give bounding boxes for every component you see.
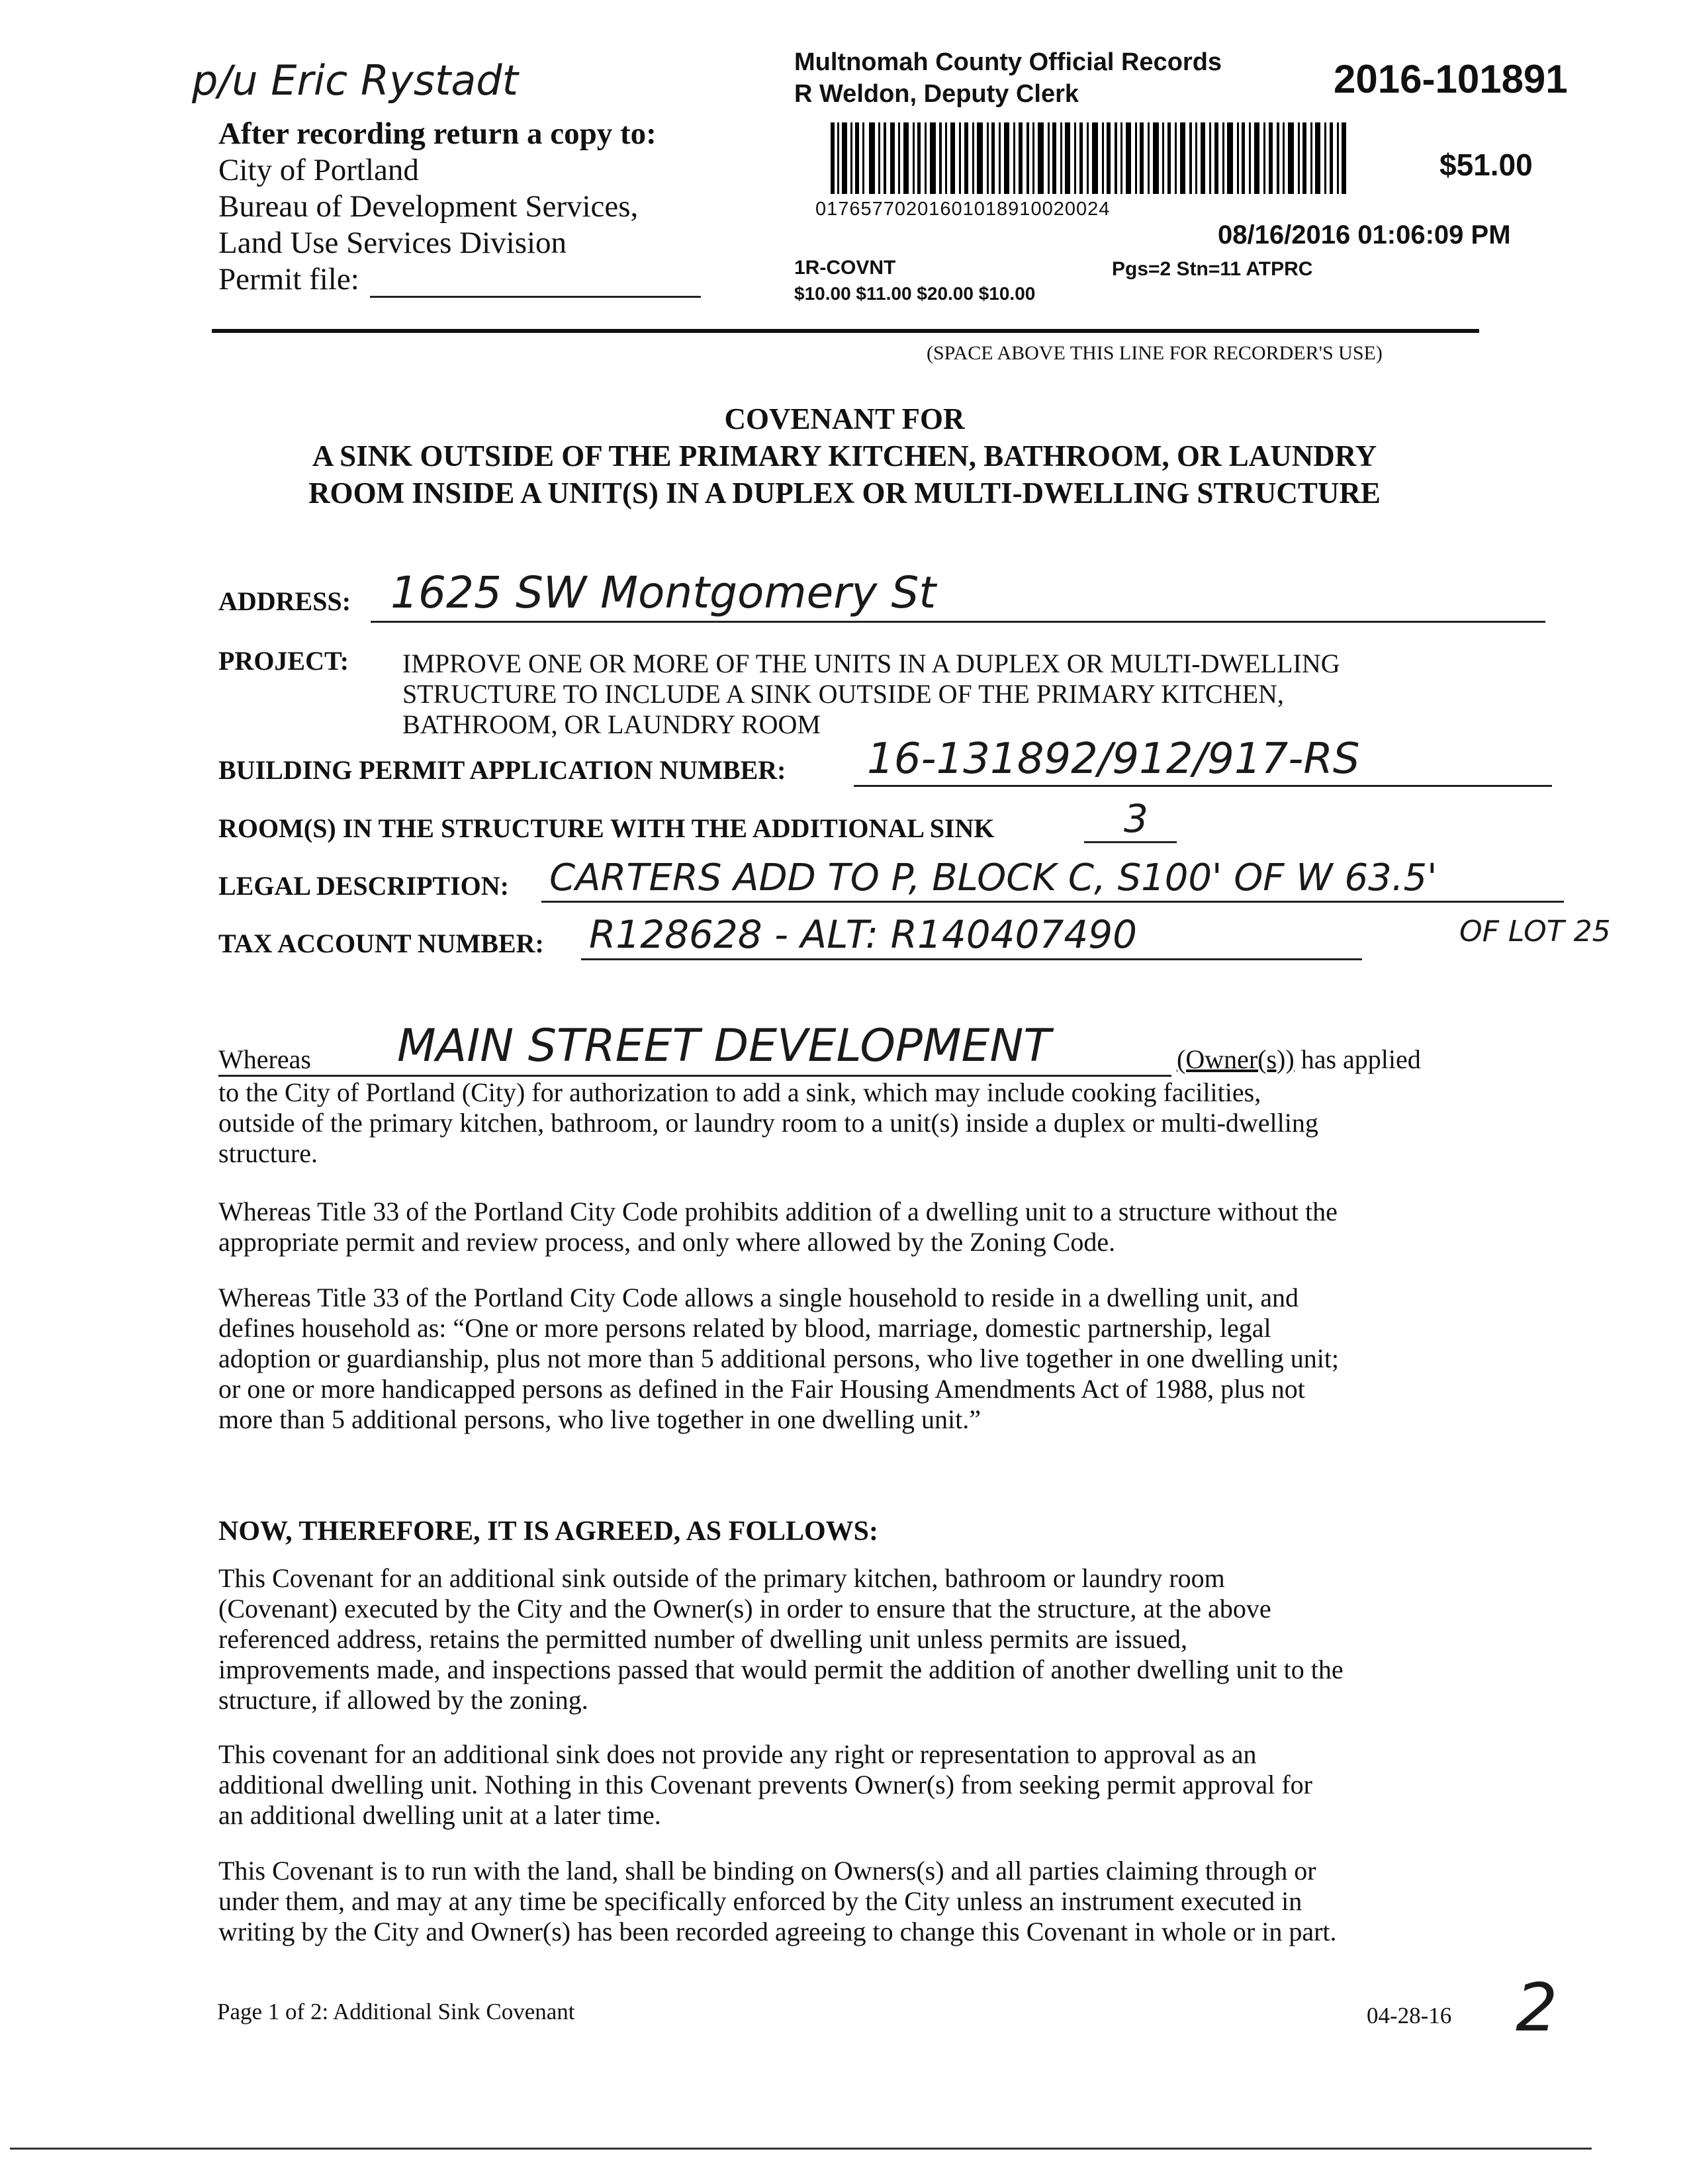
agreement-p3-line-2: under them, and may at any time be specifically enforced by the City unless an instrument executed in <box>218 1886 1302 1916</box>
owner-label: (Owner(s)) <box>1177 1044 1295 1074</box>
title-line-2: A SINK OUTSIDE OF THE PRIMARY KITCHEN, BATHROOM, OR LAUNDRY <box>312 439 1377 473</box>
whereas-1-line-3: outside of the primary kitchen, bathroom, or laundry room to a unit(s) inside a duplex or multi-dwelling <box>218 1108 1318 1138</box>
page-label: Page 1 of 2: Additional Sink Covenant <box>217 1999 575 2025</box>
agreement-p1-line-3: referenced address, retains the permitted number of dwelling unit unless permits are issued, <box>218 1624 1187 1654</box>
return-heading: After recording return a copy to: <box>218 116 657 151</box>
whereas-3-line-1: Whereas Title 33 of the Portland City Code allows a single household to reside in a dwelling unit, and <box>218 1283 1299 1312</box>
legal-description-continued: OF LOT 25 <box>1459 915 1611 948</box>
whereas-3-line-5: more than 5 additional persons, who live together in one dwelling unit.” <box>218 1404 981 1434</box>
whereas-1-body <box>218 1077 1318 1169</box>
rooms-field <box>1084 797 1177 843</box>
project-line-1: IMPROVE ONE OR MORE OF THE UNITS IN A DUPLEX OR MULTI-DWELLING <box>402 649 1340 678</box>
project-description <box>402 649 1340 740</box>
permit-number-value: 16-131892/912/917-RS <box>867 735 1360 784</box>
whereas-3-line-4: or one or more handicapped persons as defined in the Fair Housing Amendments Act of 1988, plus not <box>218 1374 1305 1404</box>
legal-description-label: LEGAL DESCRIPTION: <box>218 871 509 901</box>
rooms-value: 3 <box>1124 796 1148 841</box>
recording-pages-info: Pgs=2 Stn=11 ATPRC <box>1112 258 1313 280</box>
tax-account-field <box>581 908 1362 960</box>
title-line-1: COVENANT FOR <box>724 402 965 435</box>
recorder-office-name: Multnomah County Official Records <box>794 48 1222 76</box>
return-line-3: Land Use Services Division <box>218 226 567 260</box>
whereas-1-line-2: to the City of Portland (City) for authorization to add a sink, which may include cooking facilities, <box>218 1077 1261 1107</box>
agreement-p2-line-2: additional dwelling unit. Nothing in this Covenant prevents Owner(s) from seeking permit approval for <box>218 1770 1312 1799</box>
recorder-doc-number: 2016-101891 <box>1334 57 1568 101</box>
agreement-paragraph-1 <box>218 1563 1344 1715</box>
agreement-p1-line-5: structure, if allowed by the zoning. <box>218 1685 588 1715</box>
handwritten-page-mark: 2 <box>1516 1969 1558 2046</box>
whereas-3-line-2: defines household as: “One or more persons related by blood, marriage, domestic partnership, legal <box>218 1313 1271 1343</box>
agreement-p2-line-3: an additional dwelling unit at a later time. <box>218 1800 661 1830</box>
agreement-p3-line-3: writing by the City and Owner(s) has been recorded agreeing to change this Covenant in whole or in part. <box>218 1917 1337 1946</box>
tax-account-label: TAX ACCOUNT NUMBER: <box>218 929 544 958</box>
agreement-p3-line-1: This Covenant is to run with the land, shall be binding on Owners(s) and all parties claiming through or <box>218 1856 1316 1886</box>
whereas-lead: Whereas <box>218 1044 311 1074</box>
tax-account-value: R128628 - ALT: R140407490 <box>589 912 1138 957</box>
agreement-p1-line-1: This Covenant for an additional sink outside of the primary kitchen, bathroom or laundry room <box>218 1563 1225 1593</box>
project-line-3: BATHROOM, OR LAUNDRY ROOM <box>402 709 821 739</box>
agreement-p1-line-4: improvements made, and inspections passed that would permit the addition of another dwelling unit to the <box>218 1655 1344 1684</box>
whereas-2-paragraph <box>218 1197 1338 1257</box>
barcode-number: 01765770201601018910020024 <box>815 199 1111 220</box>
recorder-fee-total: $51.00 <box>1439 148 1533 182</box>
whereas-3-line-3: adoption or guardianship, plus not more than 5 additional persons, who live together in one dwelling unit; <box>218 1343 1340 1373</box>
agreement-heading: NOW, THEREFORE, IT IS AGREED, AS FOLLOWS: <box>218 1516 879 1547</box>
agreement-paragraph-3 <box>218 1856 1337 1947</box>
project-label: PROJECT: <box>218 646 349 676</box>
document-title <box>0 400 1689 512</box>
has-applied-text: has applied <box>1294 1044 1421 1074</box>
owner-name-field <box>218 1017 1171 1077</box>
return-address-block <box>218 116 701 298</box>
permit-file-line <box>370 269 701 298</box>
recorder-divider <box>212 329 1479 333</box>
recorder-office <box>794 46 1222 110</box>
agreement-p2-line-1: This covenant for an additional sink does not provide any right or representation to approval as an <box>218 1739 1257 1769</box>
legal-description-field <box>541 850 1564 903</box>
address-value: 1625 SW Montgomery St <box>390 567 936 618</box>
recording-datetime: 08/16/2016 01:06:09 PM <box>1218 220 1511 250</box>
agreement-p1-line-2: (Covenant) executed by the City and the Owner(s) in order to ensure that the structure, at the above <box>218 1594 1271 1623</box>
title-line-3: ROOM INSIDE A UNIT(S) IN A DUPLEX OR MULTI-DWELLING STRUCTURE <box>308 477 1381 510</box>
permit-number-field <box>854 735 1552 787</box>
address-label: ADDRESS: <box>218 586 351 616</box>
recorder-space-note: (SPACE ABOVE THIS LINE FOR RECORDER'S USE) <box>927 342 1383 364</box>
whereas-1-line-4: structure. <box>218 1138 318 1168</box>
recording-fees: $10.00 $11.00 $20.00 $10.00 <box>794 283 1036 304</box>
whereas-owner-tail <box>1177 1044 1421 1075</box>
permit-file-label: Permit file: <box>218 262 359 296</box>
recorder-clerk: R Weldon, Deputy Clerk <box>794 80 1079 108</box>
barcode-graphic <box>831 122 1347 194</box>
handwritten-pickup-note: p/u Eric Rystadt <box>192 56 518 105</box>
return-line-2: Bureau of Development Services, <box>218 189 639 224</box>
return-line-1: City of Portland <box>218 153 419 187</box>
rooms-label: ROOM(S) IN THE STRUCTURE WITH THE ADDITIONAL SINK <box>218 813 995 843</box>
whereas-3-paragraph <box>218 1283 1339 1435</box>
project-line-2: STRUCTURE TO INCLUDE A SINK OUTSIDE OF THE PRIMARY KITCHEN, <box>402 679 1284 709</box>
permit-number-label: BUILDING PERMIT APPLICATION NUMBER: <box>218 755 786 785</box>
recording-code: 1R-COVNT <box>794 257 896 279</box>
address-field <box>371 569 1545 623</box>
bottom-scan-line <box>10 2148 1592 2150</box>
agreement-paragraph-2 <box>218 1739 1312 1831</box>
whereas-2-line-1: Whereas Title 33 of the Portland City Code prohibits addition of a dwelling unit to a structure without the <box>218 1197 1338 1226</box>
form-date: 04-28-16 <box>1367 2003 1452 2028</box>
legal-description-value: CARTERS ADD TO P, BLOCK C, S100' OF W 63.5' <box>549 856 1438 899</box>
owner-name-value: MAIN STREET DEVELOPMENT <box>397 1020 1051 1072</box>
whereas-2-line-2: appropriate permit and review process, and only where allowed by the Zoning Code. <box>218 1227 1116 1257</box>
